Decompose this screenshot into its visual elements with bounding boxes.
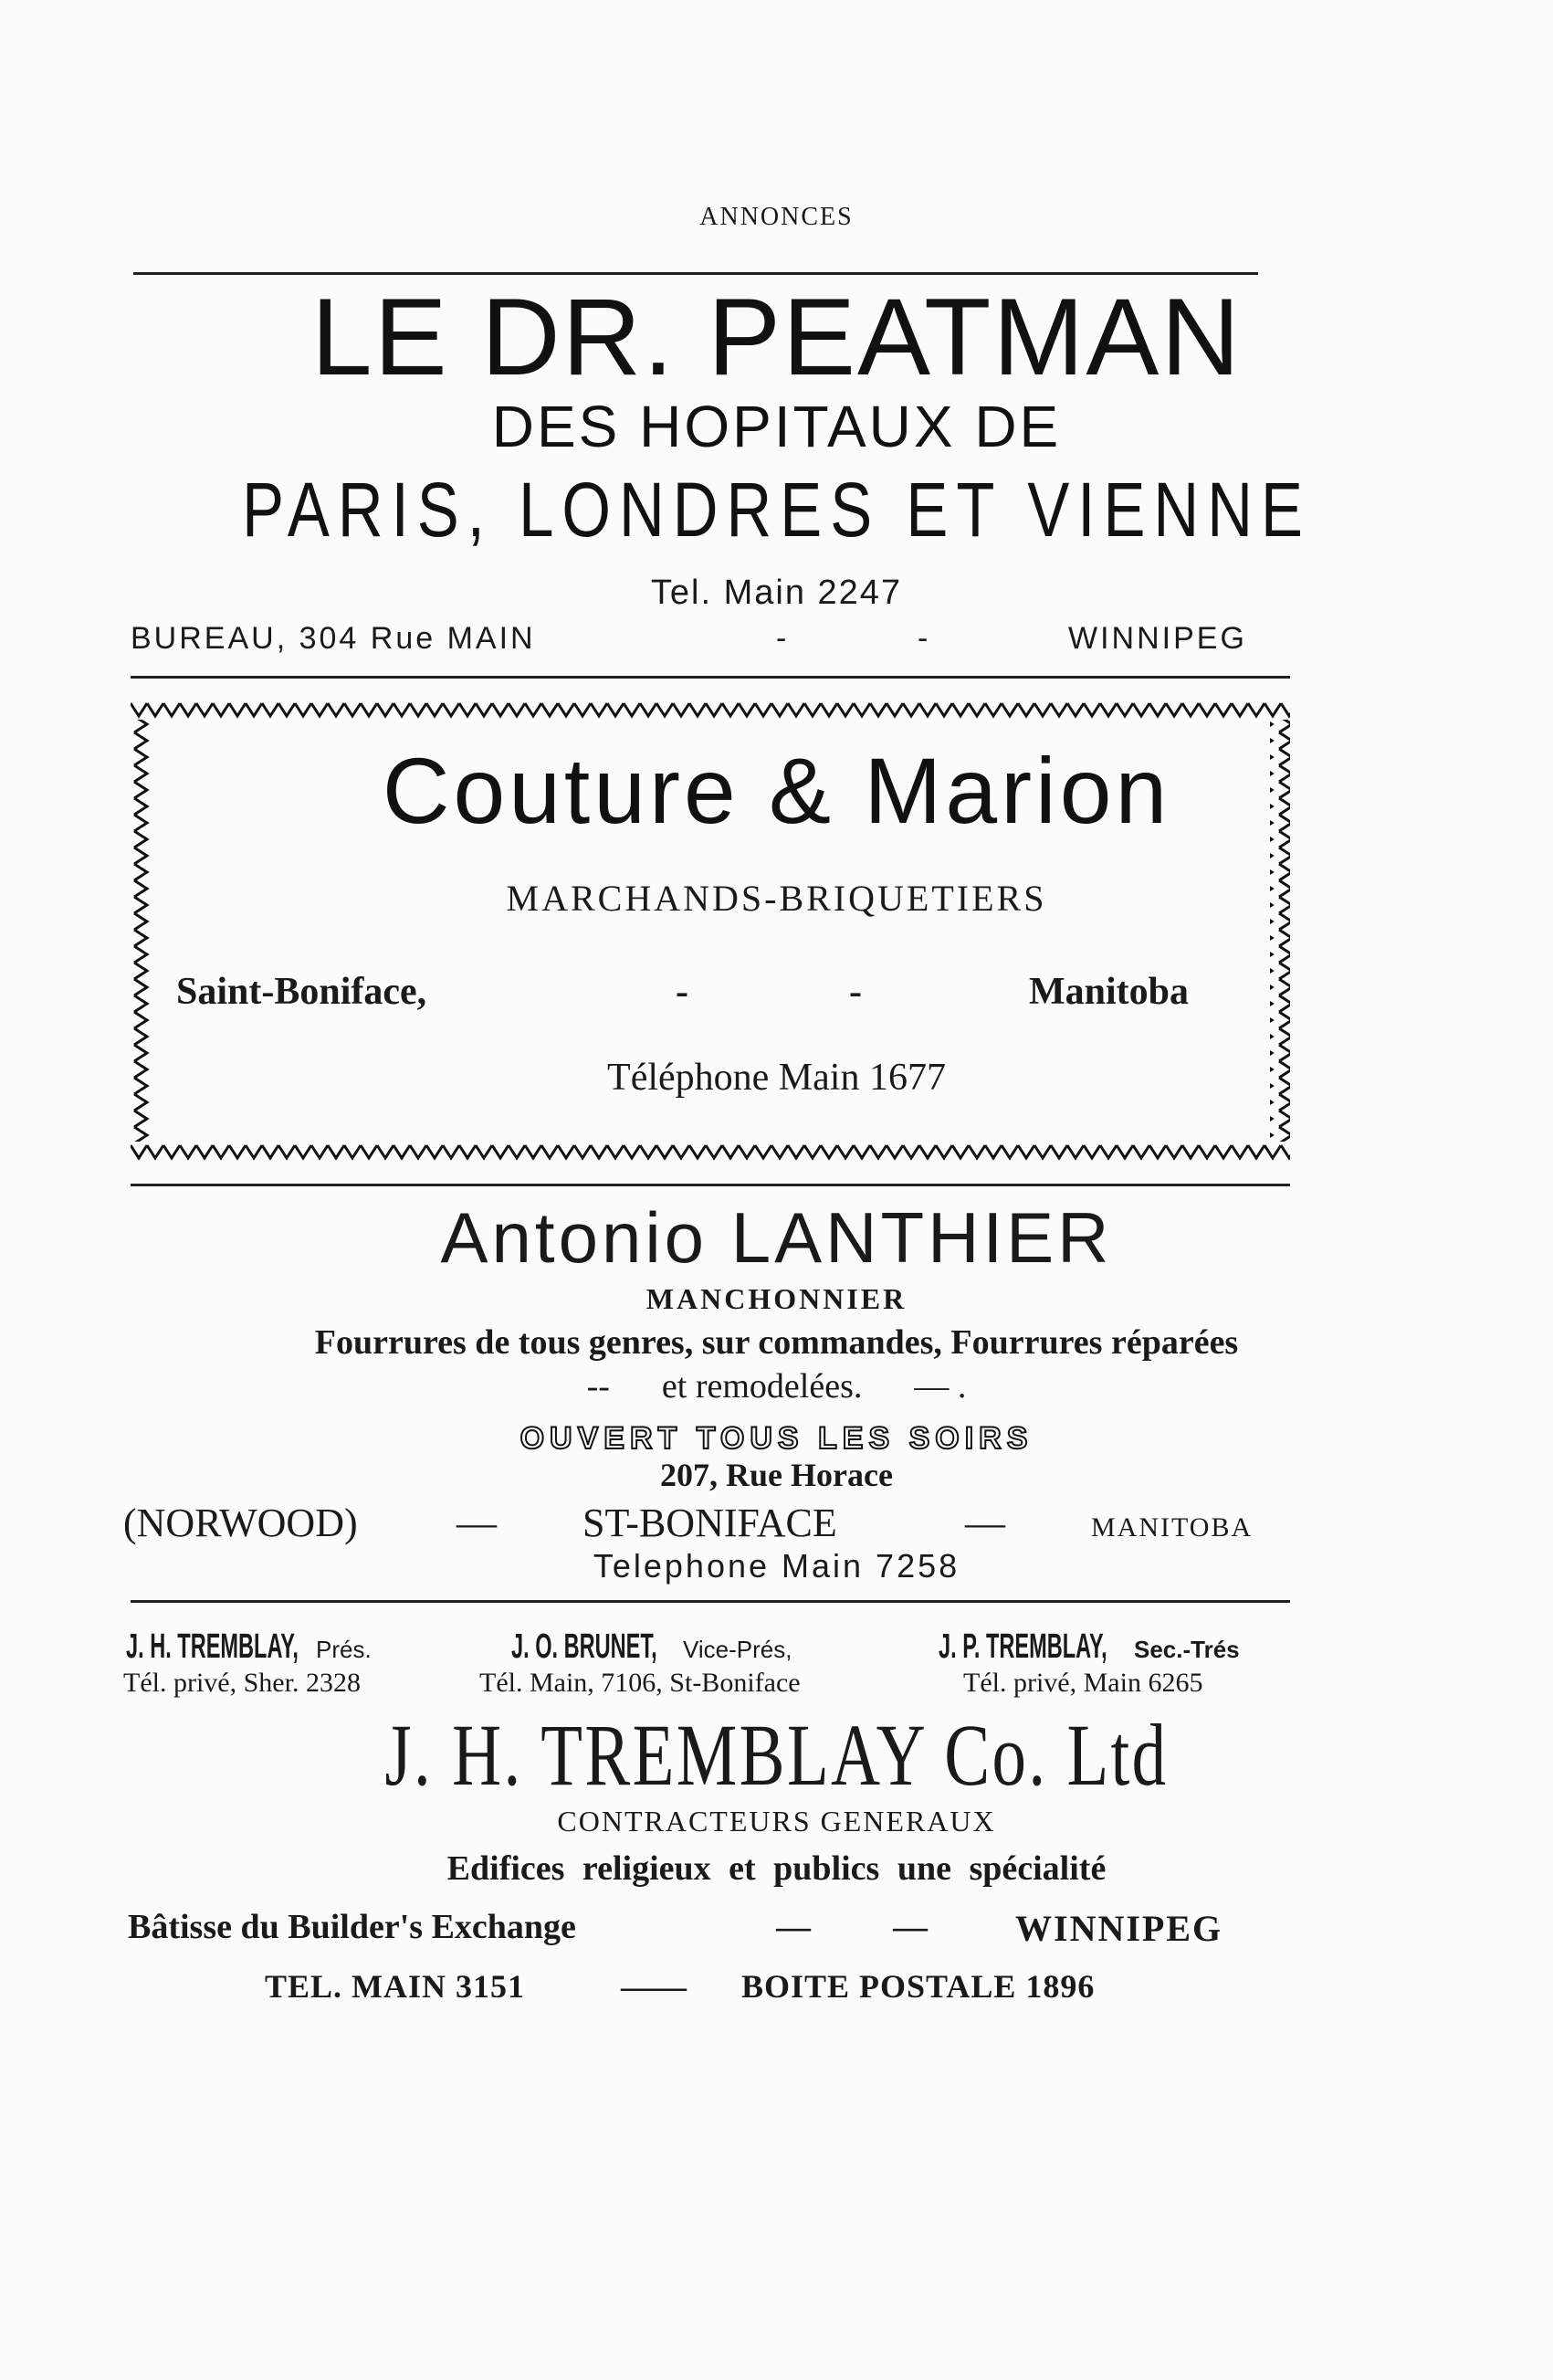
tremblay-po-box: BOITE POSTALE 1896 bbox=[741, 1968, 1096, 2005]
officer-tel: Tél. Main, 7106, St-Boniface bbox=[479, 1668, 801, 1698]
section-header: ANNONCES bbox=[699, 203, 854, 231]
peatman-title: LE DR. PEATMAN bbox=[310, 276, 1243, 398]
lanthier-line2: -- et remodelées. — . bbox=[586, 1367, 967, 1406]
couture-trade: MARCHANDS-BRIQUETIERS bbox=[506, 878, 1047, 919]
lanthier-trade: MANCHONNIER bbox=[645, 1282, 908, 1315]
lanthier-town: ST-BONIFACE bbox=[582, 1501, 837, 1545]
tremblay-phone: TEL. MAIN 3151 bbox=[265, 1968, 526, 2005]
officer-president bbox=[126, 1627, 372, 1667]
lanthier-line1: Fourrures de tous genres, sur commandes, Fourrures réparées bbox=[314, 1323, 1239, 1362]
tremblay-title: J. H. TREMBLAY Co. Ltd bbox=[384, 1706, 1169, 1804]
officer-role: Vice-Prés, bbox=[683, 1636, 792, 1663]
lanthier-hours: OUVERT TOUS LES SOIRS bbox=[519, 1421, 1034, 1456]
divider bbox=[131, 1184, 1290, 1186]
peatman-cities: PARIS, LONDRES ET VIENNE bbox=[242, 467, 1311, 553]
tremblay-dash: —— bbox=[621, 1968, 687, 2005]
lanthier-province: MANITOBA bbox=[1091, 1512, 1254, 1543]
officer-tel: Tél. privé, Main 6265 bbox=[963, 1668, 1203, 1698]
peatman-address: BUREAU, 304 Rue MAIN bbox=[131, 621, 536, 656]
couture-dash: - bbox=[849, 971, 862, 1013]
tremblay-dash: — bbox=[776, 1908, 811, 1946]
peatman-dash: - bbox=[776, 621, 787, 656]
peatman-phone: Tel. Main 2247 bbox=[650, 574, 903, 612]
couture-town: Saint-Boniface, bbox=[176, 971, 427, 1013]
peatman-city: WINNIPEG bbox=[1068, 621, 1247, 656]
officer-role: Prés. bbox=[316, 1636, 372, 1663]
couture-phone: Téléphone Main 1677 bbox=[607, 1057, 946, 1099]
divider bbox=[131, 676, 1290, 679]
lanthier-title: Antonio LANTHIER bbox=[440, 1197, 1113, 1278]
lanthier-phone: Telephone Main 7258 bbox=[593, 1547, 960, 1585]
officer-name: J. O. BRUNET, bbox=[511, 1627, 657, 1666]
officer-name: J. H. TREMBLAY, bbox=[126, 1627, 299, 1666]
lanthier-dash: — bbox=[456, 1501, 497, 1545]
officer-tel: Tél. privé, Sher. 2328 bbox=[123, 1668, 361, 1698]
peatman-subtitle: DES HOPITAUX DE bbox=[491, 394, 1062, 459]
tremblay-specialty: Edifices religieux et publics une spécialité bbox=[446, 1849, 1107, 1888]
tremblay-city: WINNIPEG bbox=[1015, 1908, 1223, 1949]
couture-dash: - bbox=[676, 971, 688, 1013]
lanthier-district: (NORWOOD) bbox=[123, 1501, 358, 1545]
officer-secretary bbox=[939, 1627, 1240, 1667]
couture-title: Couture & Marion bbox=[382, 739, 1171, 843]
lanthier-address: 207, Rue Horace bbox=[660, 1457, 893, 1493]
tremblay-address: Bâtisse du Builder's Exchange bbox=[128, 1908, 576, 1946]
peatman-dash: - bbox=[918, 621, 929, 656]
couture-province: Manitoba bbox=[1029, 971, 1190, 1013]
lanthier-dash: — bbox=[965, 1501, 1005, 1545]
tremblay-dash: — bbox=[893, 1908, 928, 1946]
officer-name: J. P. TREMBLAY, bbox=[939, 1627, 1107, 1666]
officer-role: Sec.-Trés bbox=[1134, 1636, 1240, 1663]
divider bbox=[131, 1600, 1290, 1603]
officer-vice-president bbox=[511, 1627, 792, 1667]
tremblay-trade: CONTRACTEURS GENERAUX bbox=[557, 1805, 996, 1838]
